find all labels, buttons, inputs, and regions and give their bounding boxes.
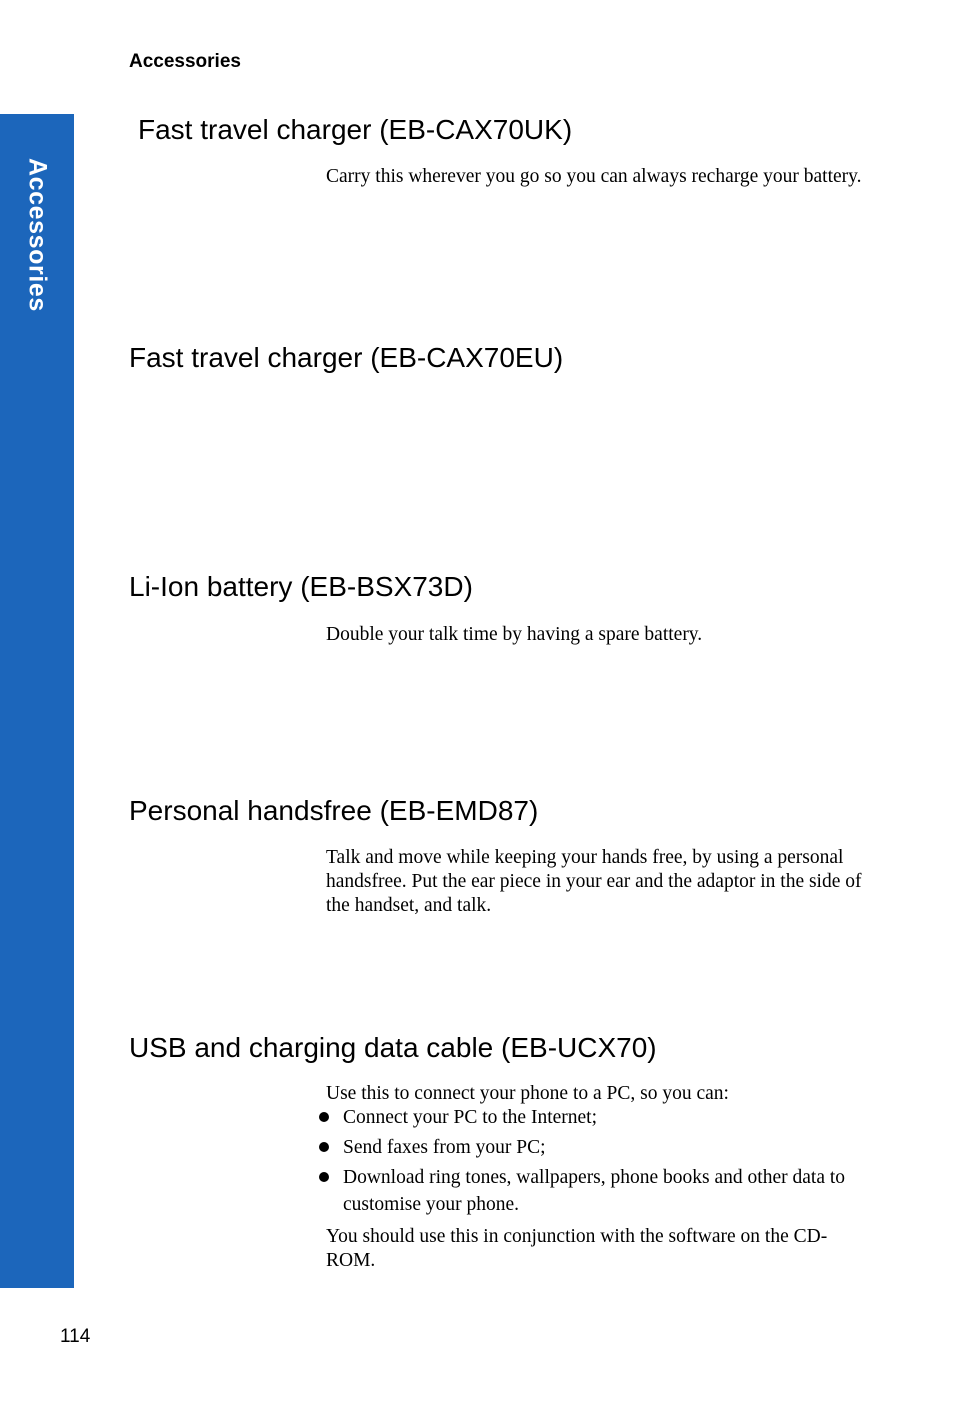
bullet-dot-icon <box>319 1142 329 1152</box>
section-title-battery: Li-Ion battery (EB-BSX73D) <box>129 571 473 602</box>
list-item-text: Connect your PC to the Internet; <box>343 1107 597 1128</box>
list-item <box>318 1104 873 1131</box>
section-title-charger-eu: Fast travel charger (EB-CAX70EU) <box>129 342 564 373</box>
section-text-handsfree: Talk and move while keeping your hands free, by using a personal handsfree. Put the ear piece in your ear and the adaptor in the side of the handset, and talk. <box>326 847 862 916</box>
bullet-dot-icon <box>319 1112 329 1122</box>
side-tab-label: Accessories <box>23 158 52 312</box>
section-title-usb-cable: USB and charging data cable (EB-UCX70) <box>129 1032 657 1063</box>
section-text-charger-uk: Carry this wherever you go so you can always recharge your battery. <box>326 166 862 187</box>
section-intro-usb-cable: Use this to connect your phone to a PC, so you can: <box>326 1083 729 1104</box>
list-item <box>318 1164 873 1218</box>
running-head: Accessories <box>129 51 241 72</box>
section-title-charger-uk: Fast travel charger (EB-CAX70UK) <box>138 114 573 145</box>
list-item <box>318 1134 873 1161</box>
page-number: 114 <box>60 1326 91 1347</box>
section-text-battery: Double your talk time by having a spare battery. <box>326 624 703 645</box>
section-note-usb-cable: You should use this in conjunction with the software on the CD-ROM. <box>326 1226 828 1271</box>
usb-cable-bullet-list <box>318 1104 873 1221</box>
list-item-text: Download ring tones, wallpapers, phone books and other data to customise your phone. <box>343 1167 846 1215</box>
bullet-dot-icon <box>319 1172 329 1182</box>
list-item-text: Send faxes from your PC; <box>343 1137 546 1158</box>
section-title-handsfree: Personal handsfree (EB-EMD87) <box>129 795 539 826</box>
